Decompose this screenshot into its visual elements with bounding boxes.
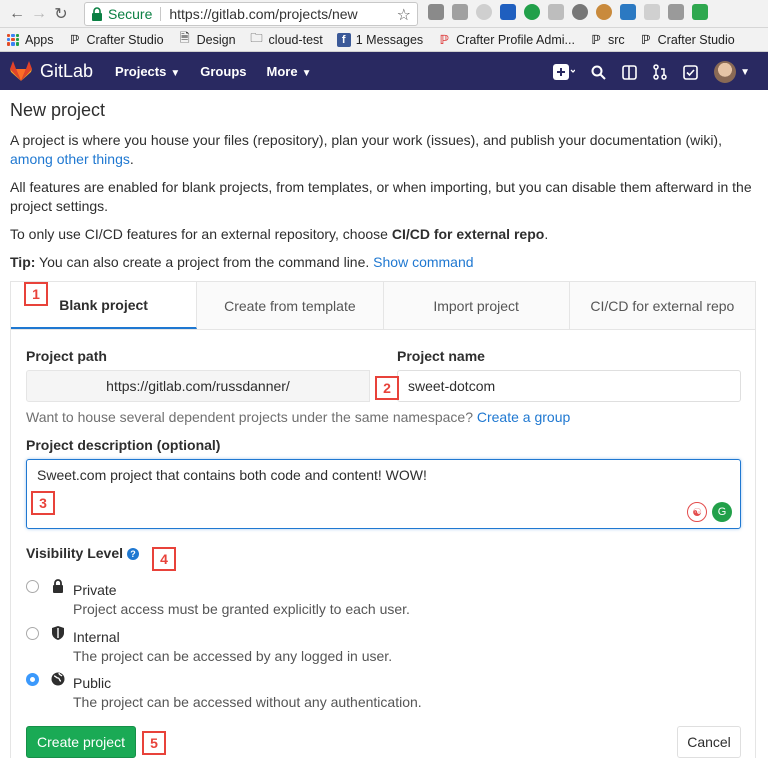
bookmark-label: Design (196, 32, 236, 47)
browser-toolbar (0, 0, 768, 28)
extension-icon[interactable] (548, 4, 564, 20)
tanuki-icon (10, 61, 32, 81)
globe-icon (51, 672, 65, 686)
help-icon[interactable]: ? (127, 548, 139, 560)
project-name-input[interactable]: sweet-dotcom (397, 370, 741, 402)
step-marker-5: 5 (142, 731, 166, 755)
project-name-label: Project name (397, 348, 485, 364)
issues-icon[interactable] (622, 65, 637, 80)
radio-public[interactable] (26, 673, 39, 686)
spiral-extension-icon[interactable]: ☯ (687, 502, 707, 522)
intro-paragraph: A project is where you house your files (repository), plan your work (issues), and publish your documentation (wiki), among other things. (10, 132, 722, 167)
lock-icon (91, 7, 103, 21)
bookmark-crafter-studio[interactable] (68, 33, 164, 47)
apps-icon (6, 33, 20, 47)
project-description-textarea[interactable] (26, 459, 741, 529)
nav-groups[interactable]: Groups (200, 63, 247, 79)
gitlab-logo[interactable] (10, 61, 93, 82)
among-other-things-link[interactable]: among other things (10, 151, 130, 167)
user-menu[interactable] (714, 61, 750, 83)
tab-create-from-template[interactable]: Create from template (197, 282, 383, 329)
lock-icon (51, 579, 65, 593)
bookmark-apps[interactable] (6, 33, 54, 47)
chevron-down-icon: ▼ (740, 66, 750, 78)
merge-request-icon[interactable] (653, 64, 667, 80)
step-marker-2: 2 (375, 376, 399, 400)
grammarly-icon[interactable]: G (712, 502, 732, 522)
bookmark-crafter-studio-2[interactable] (639, 33, 735, 47)
brand-name: GitLab (40, 60, 94, 81)
page-icon: 🗎 (179, 31, 190, 45)
extension-icon[interactable] (476, 4, 492, 20)
bookmark-label: Crafter Studio (86, 32, 164, 47)
radio-internal[interactable] (26, 627, 39, 640)
description-text: Sweet.com project that contains both code and content! WOW! (37, 467, 427, 483)
crafter-icon: ℙ (591, 33, 601, 47)
create-project-button[interactable]: Create project (26, 726, 136, 758)
tab-import-project[interactable]: Import project (384, 282, 570, 329)
grammarly-icon[interactable] (524, 4, 540, 20)
bookmark-label: Apps (25, 32, 54, 47)
namespace-hint: Want to house several dependent projects under the same namespace? Create a group (26, 409, 571, 425)
tab-blank-project[interactable]: Blank project (11, 282, 197, 329)
extension-icon[interactable] (428, 4, 444, 20)
option-private-desc: Project access must be granted explicitly to each user. (73, 601, 410, 617)
option-internal-title: Internal (73, 629, 120, 645)
step-marker-4: 4 (152, 547, 176, 571)
nav-more[interactable]: More ▼ (266, 63, 312, 79)
extension-icon[interactable] (644, 4, 660, 20)
project-type-tabs (10, 281, 756, 330)
visibility-level-label: Visibility Level ? (26, 545, 139, 561)
bookmark-crafter-profile[interactable] (437, 33, 575, 47)
bookmark-src[interactable] (589, 33, 625, 47)
crafter-icon: ℙ (439, 33, 449, 47)
crafter-icon: ℙ (69, 33, 80, 47)
create-group-link[interactable]: Create a group (476, 409, 571, 425)
bookmark-cloud-test[interactable] (250, 33, 323, 47)
cicd-paragraph: To only use CI/CD features for an external repository, choose CI/CD for external repo. (10, 226, 549, 242)
secure-label: Secure (108, 6, 153, 22)
option-internal-desc: The project can be accessed by any logged in user. (73, 648, 393, 664)
textarea-extensions (687, 502, 732, 522)
step-marker-1: 1 (24, 282, 48, 306)
nav-projects[interactable]: Projects ▼ (115, 63, 181, 79)
main-nav (115, 64, 311, 79)
extension-icon[interactable] (452, 4, 468, 20)
bookmark-design[interactable] (178, 33, 236, 47)
forward-icon[interactable]: → (31, 4, 47, 22)
extension-icon[interactable] (500, 4, 516, 20)
header-actions (553, 60, 750, 84)
shield-icon (51, 626, 65, 640)
project-path-prefix: https://gitlab.com/russdanner/ (26, 370, 370, 402)
chevron-down-icon: ▼ (170, 67, 181, 79)
page-title: New project (10, 100, 106, 120)
folder-icon: 🗀 (250, 31, 263, 45)
features-paragraph: All features are enabled for blank projects, from templates, or when importing, but you can disable them afterward in the project settings. (10, 179, 752, 214)
extension-icons (428, 4, 708, 20)
radio-private[interactable] (26, 580, 39, 593)
tab-cicd-external-repo[interactable]: CI/CD for external repo (590, 297, 735, 314)
page-content (0, 100, 768, 272)
extension-icon[interactable] (620, 4, 636, 20)
bookmark-star-icon[interactable]: ☆ (396, 7, 411, 24)
back-icon[interactable]: ← (9, 4, 25, 22)
bookmarks-bar (0, 28, 768, 52)
bookmark-label: cloud-test (268, 32, 323, 47)
option-public-title: Public (73, 675, 112, 691)
extension-icon[interactable] (572, 4, 588, 20)
avatar (714, 61, 736, 83)
extension-icon[interactable] (668, 4, 684, 20)
description-label: Project description (optional) (26, 437, 221, 453)
bookmark-label: src (607, 32, 625, 47)
todo-icon[interactable] (683, 65, 698, 80)
bookmark-label: Crafter Profile Admi... (456, 32, 575, 47)
project-path-label: Project path (26, 348, 107, 364)
url-text: https://gitlab.com/projects/new (169, 6, 358, 22)
chevron-down-icon: ▼ (301, 67, 312, 79)
address-bar[interactable] (84, 2, 418, 26)
cancel-button[interactable]: Cancel (677, 726, 741, 758)
tip-paragraph: Tip: You can also create a project from the command line. Show command (10, 254, 474, 270)
search-icon[interactable] (591, 65, 606, 80)
crafter-icon: ℙ (640, 33, 651, 47)
extension-icon[interactable] (692, 4, 708, 20)
facebook-icon: f (337, 33, 351, 47)
option-public-desc: The project can be accessed without any authentication. (73, 694, 422, 710)
reload-icon[interactable]: ↻ (54, 5, 68, 23)
bookmark-label: 1 Messages (355, 32, 424, 47)
plus-icon[interactable] (553, 64, 575, 80)
show-command-link[interactable]: Show command (373, 254, 474, 270)
option-private-title: Private (73, 582, 117, 598)
step-marker-3: 3 (31, 491, 55, 515)
bookmark-label: Crafter Studio (657, 32, 735, 47)
address-divider (160, 7, 161, 21)
cookie-icon[interactable] (596, 4, 612, 20)
bookmark-messages[interactable] (337, 33, 423, 47)
